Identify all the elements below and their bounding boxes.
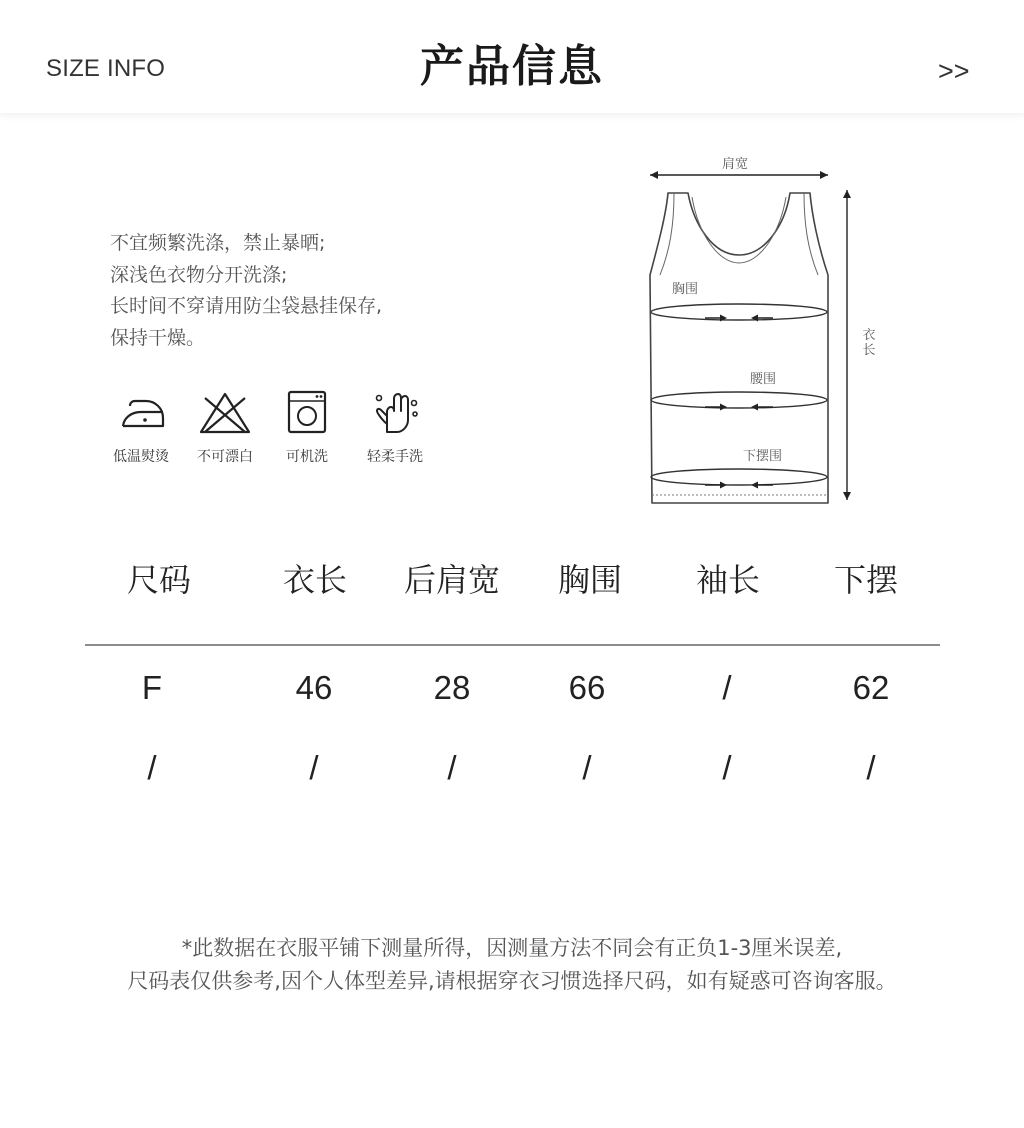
table-cell: /	[309, 749, 319, 786]
table-header-row	[85, 555, 940, 615]
waist-label: 腰围	[750, 372, 777, 387]
table-cell: 28	[433, 669, 471, 706]
care-label: 可机洗	[286, 449, 328, 465]
care-icon-item	[262, 388, 352, 466]
footnote-line-1: *此数据在衣服平铺下测量所得，因测量方法不同会有正负1-3厘米误差,	[181, 936, 843, 960]
care-instructions	[110, 228, 510, 354]
col-header-chest: 胸围	[557, 561, 623, 599]
table-cell: /	[722, 669, 732, 706]
col-header-length: 衣长	[282, 561, 348, 599]
iron-icon	[111, 388, 171, 436]
care-icon-row	[100, 388, 450, 478]
length-label: 衣长	[862, 328, 876, 358]
table-row	[85, 749, 940, 799]
care-icon-item	[350, 388, 440, 466]
table-cell: /	[582, 749, 592, 786]
table-cell: /	[147, 749, 157, 786]
care-line: 保持干燥。	[110, 326, 206, 349]
care-line: 长时间不穿请用防尘袋悬挂保存,	[110, 295, 383, 317]
hand-wash-icon	[365, 388, 425, 436]
care-label: 轻柔手洗	[367, 449, 423, 465]
footnote-line-2: 尺码表仅供参考,因个人体型差异,请根据穿衣习惯选择尺码，如有疑惑可咨询客服。	[127, 969, 897, 993]
care-label: 不可漂白	[197, 449, 253, 465]
hem-label: 下摆围	[743, 449, 783, 464]
chest-label: 胸围	[672, 282, 699, 297]
care-icon-item	[180, 388, 270, 466]
col-header-shoulder: 后肩宽	[403, 561, 501, 599]
table-divider	[85, 644, 940, 646]
table-cell: /	[866, 749, 876, 786]
col-header-sleeve: 袖长	[695, 561, 761, 599]
care-label: 低温熨烫	[113, 449, 169, 465]
washing-machine-icon	[277, 388, 337, 436]
page-title: 产品信息	[420, 41, 604, 92]
shoulder-label: 肩宽	[722, 157, 749, 172]
table-row	[85, 669, 940, 719]
size-info-label: SIZE INFO	[46, 55, 166, 82]
table-cell: /	[447, 749, 457, 786]
table-cell: F	[141, 669, 163, 706]
table-cell: 46	[295, 669, 333, 706]
no-bleach-icon	[195, 388, 255, 436]
col-header-hem: 下摆	[833, 561, 899, 599]
care-line: 不宜频繁洗涤，禁止暴晒;	[110, 232, 326, 254]
next-arrow-link[interactable]: >>	[938, 56, 970, 86]
col-header-size: 尺码	[126, 561, 192, 599]
table-cell: 62	[852, 669, 890, 706]
care-icon-item	[96, 388, 186, 466]
header-bar	[0, 0, 1024, 113]
tank-top-diagram	[600, 145, 900, 520]
care-line: 深浅色衣物分开洗涤;	[110, 263, 288, 286]
table-cell: /	[722, 749, 732, 786]
table-cell: 66	[568, 669, 606, 706]
